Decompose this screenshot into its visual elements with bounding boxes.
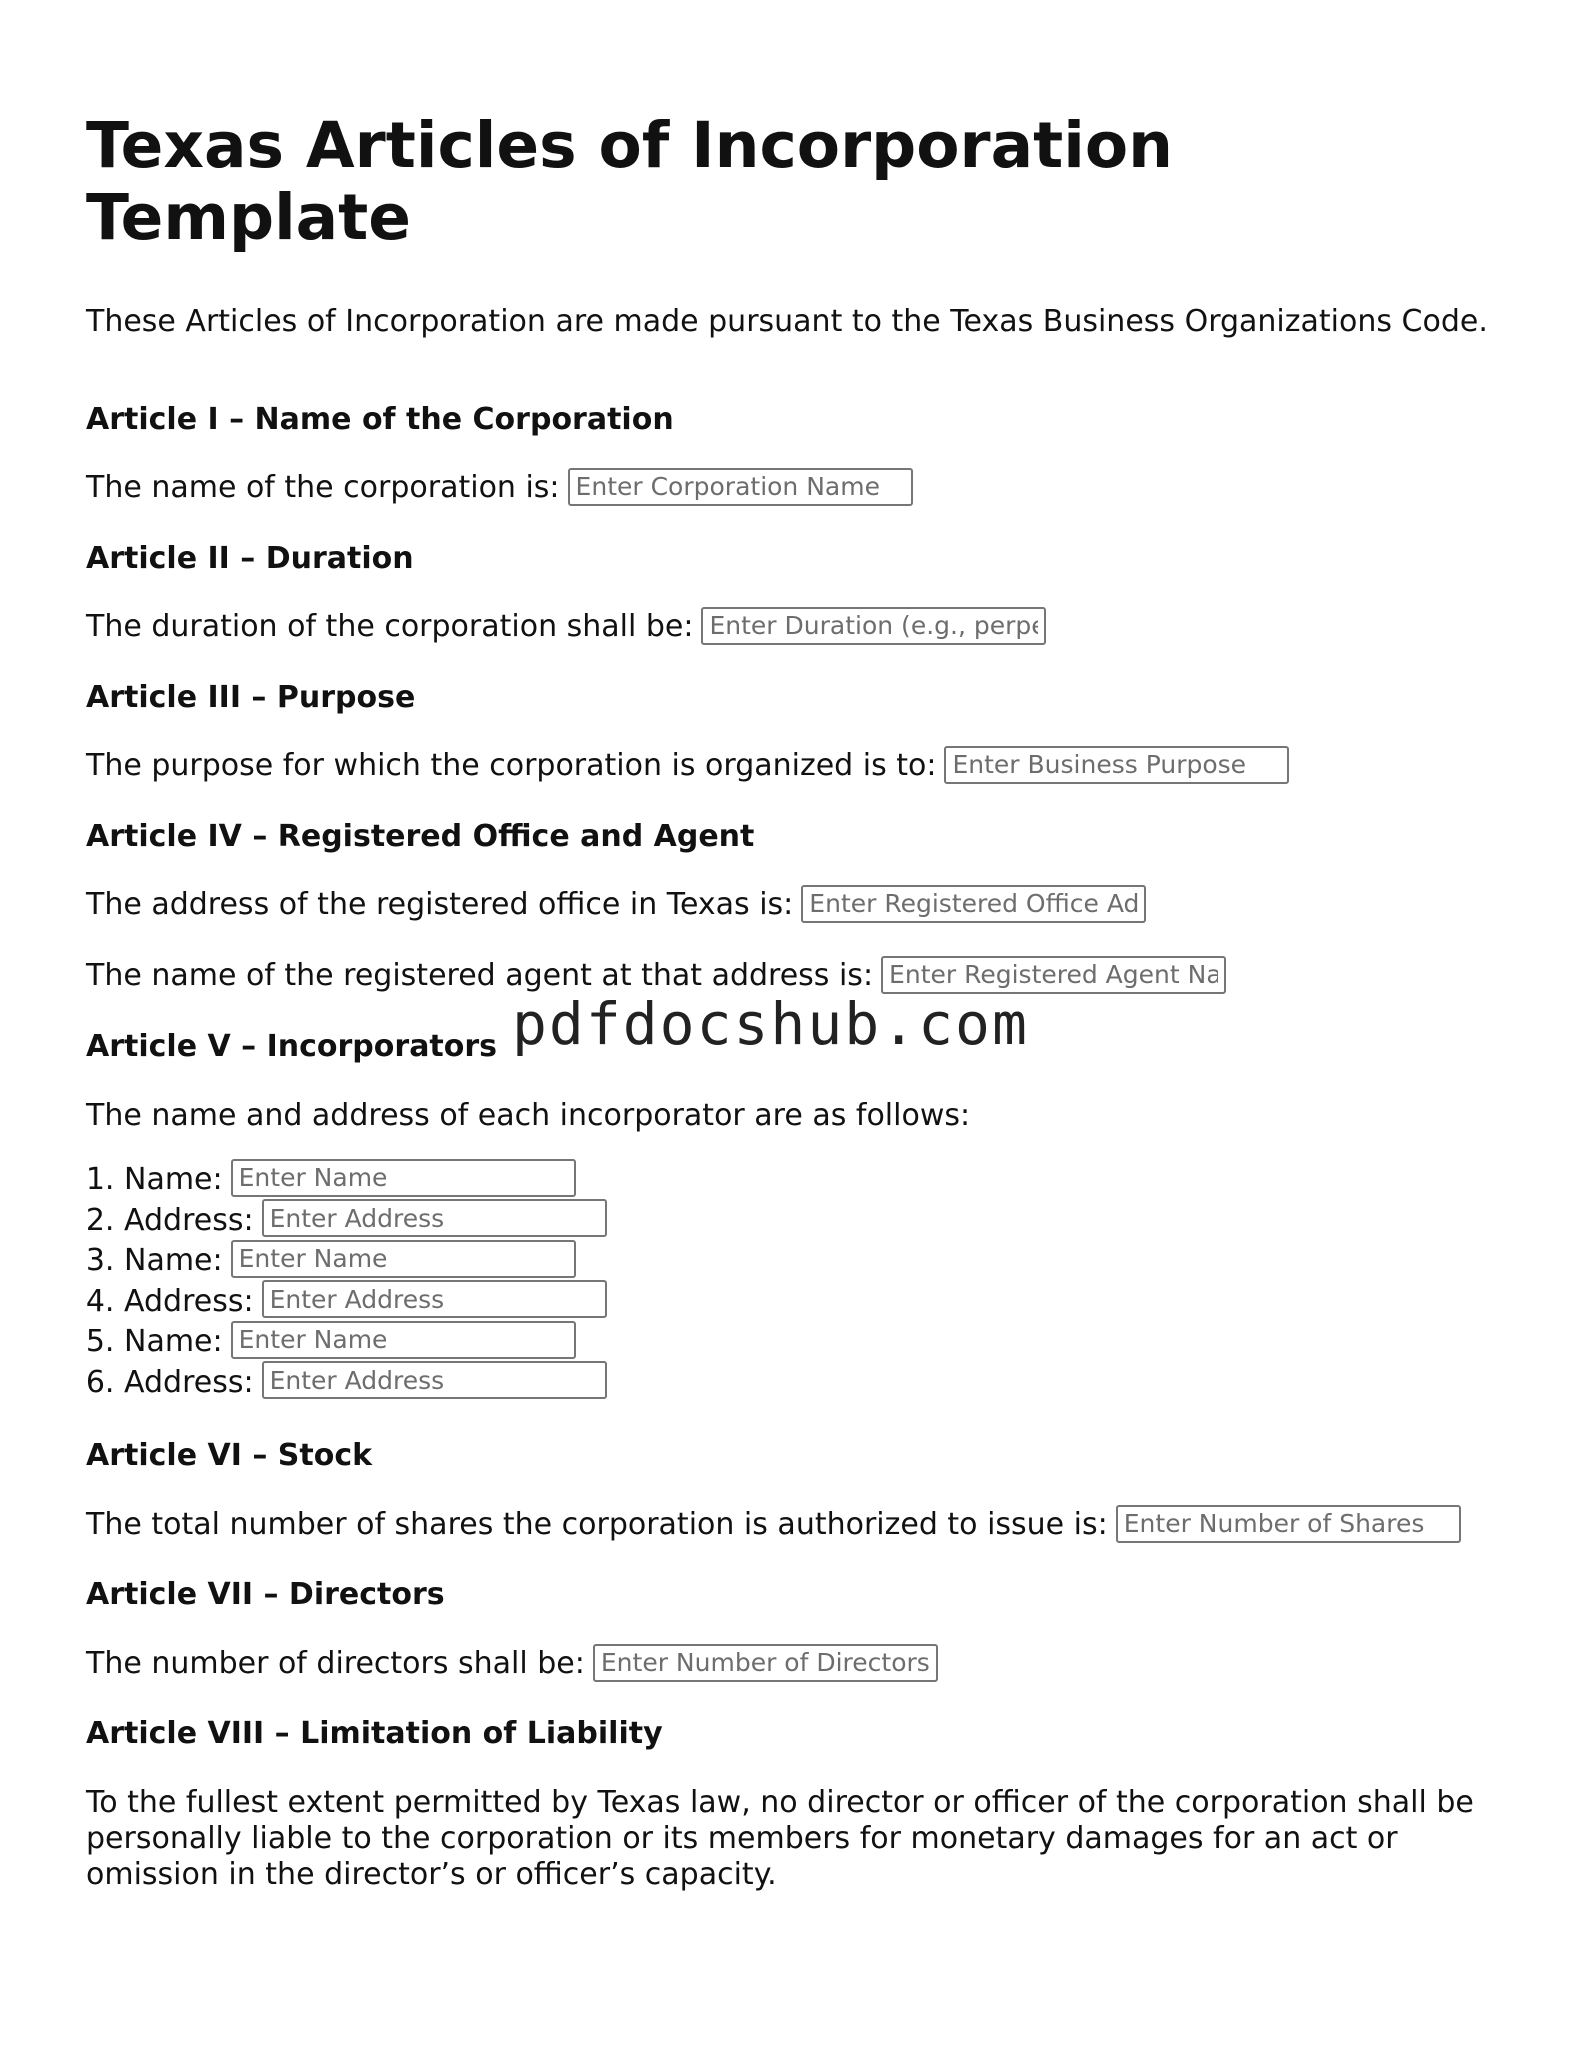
list-item [124,1322,607,1363]
incorporator-3-address-input[interactable] [262,1361,607,1399]
list-item [124,1282,607,1323]
incorporator-1-address-label: Address: [124,1202,254,1238]
article-4-office-line [86,887,1146,923]
page-title: Texas Articles of Incorporation Template [86,109,1173,254]
incorporator-2-address-input[interactable] [262,1280,607,1318]
article-2-heading: Article II – Duration [86,541,414,576]
incorporator-3-address-label: Address: [124,1364,254,1400]
article-1-line [86,470,913,506]
registered-agent-input[interactable] [881,956,1226,994]
article-3-line [86,748,1289,784]
incorporators-list [86,1160,607,1403]
incorporator-1-name-label: Name: [124,1162,223,1197]
article-7-heading: Article VII – Directors [86,1577,445,1612]
incorporator-1-name-input[interactable] [231,1159,576,1197]
watermark: pdfdocshub.com [512,990,1029,1058]
incorporator-1-address-input[interactable] [262,1199,607,1237]
incorporator-2-address-label: Address: [124,1283,254,1319]
registered-agent-label: The name of the registered agent at that address is: [86,958,874,993]
incorporator-2-name-label: Name: [124,1243,223,1278]
article-3-label: The purpose for which the corporation is organized is to: [86,748,937,783]
incorporator-2-name-input[interactable] [231,1240,576,1278]
number-of-directors-input[interactable] [593,1644,938,1682]
article-4-heading: Article IV – Registered Office and Agent [86,819,755,854]
incorporator-3-name-input[interactable] [231,1321,576,1359]
registered-office-label: The address of the registered office in Texas is: [86,887,794,922]
article-6-label: The total number of shares the corporation is authorized to issue is: [86,1507,1108,1542]
list-item [124,1241,607,1282]
duration-input[interactable] [701,607,1046,645]
business-purpose-input[interactable] [944,746,1289,784]
article-5-heading: Article V – Incorporators [86,1029,498,1064]
article-6-heading: Article VI – Stock [86,1438,373,1473]
corporation-name-input[interactable] [568,468,913,506]
article-8-heading: Article VIII – Limitation of Liability [86,1716,663,1751]
article-7-line [86,1646,938,1682]
list-item [124,1160,607,1201]
article-4-agent-line [86,958,1226,994]
number-of-shares-input[interactable] [1116,1505,1461,1543]
registered-office-input[interactable] [801,885,1146,923]
incorporator-3-name-label: Name: [124,1324,223,1359]
article-2-line [86,609,1046,645]
list-item [124,1363,607,1404]
article-7-label: The number of directors shall be: [86,1646,585,1681]
list-item [124,1201,607,1242]
article-1-label: The name of the corporation is: [86,470,560,505]
article-5-label: The name and address of each incorporator are as follows: [86,1098,971,1133]
article-3-heading: Article III – Purpose [86,680,416,715]
article-8-paragraph: To the fullest extent permitted by Texas law, no director or officer of the corporation shall be personally liable to the corporation or its members for monetary damages for an act or omission in the director’s or officer’s capacity. [86,1785,1474,1892]
article-1-heading: Article I – Name of the Corporation [86,402,674,437]
article-2-label: The duration of the corporation shall be: [86,609,694,644]
intro-paragraph: These Articles of Incorporation are made pursuant to the Texas Business Organizations Code. [86,304,1488,339]
article-6-line [86,1507,1461,1543]
